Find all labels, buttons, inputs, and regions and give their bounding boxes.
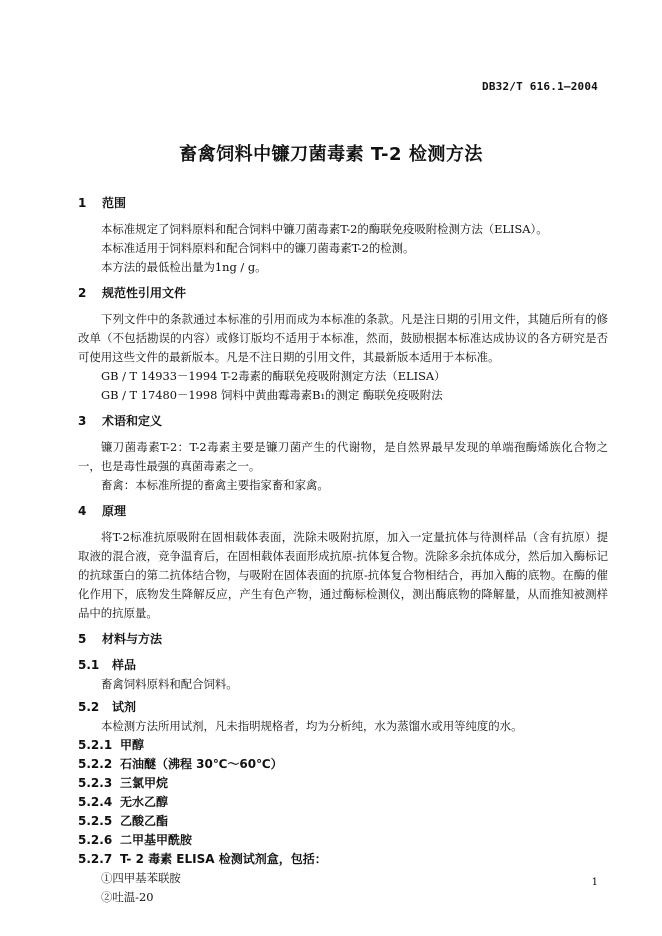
item-number: 5.2.6	[78, 833, 113, 847]
section-title: 原理	[102, 504, 127, 518]
kit-component: ①四甲基苯联胺	[101, 871, 181, 885]
reference-item: GB / T 14933－1994 T-2毒素的酶联免疫吸附测定方法（ELISA）	[101, 369, 446, 383]
paragraph: 将T-2标准抗原吸附在固相载体表面，洗除未吸附抗原，加入一定量抗体与待测样品（含有抗原）提取液的混合液，竞争温育后，在固相载体表面形成抗原-抗体复合物。洗除多余抗体成分，然后加入酶标记的抗球蛋白的第二抗体结合物，与吸附在固体表面的抗原-抗体复合物相结合，再加入酶的底物。在酶的催化作用下，底物发生降解反应，产生有色产物，通过酶标检测仪，测出酶底物的降解量，从而推知被测样品中的抗原量。	[78, 530, 608, 620]
item-text: 乙酸乙酯	[120, 814, 169, 828]
reagent-item	[78, 736, 608, 754]
paragraph: 本标准适用于饲料原料和配合饲料中的镰刀菌毒素T-2的检测。	[101, 241, 415, 255]
section-number: 5.2	[78, 700, 100, 714]
item-text: 甲醇	[120, 738, 145, 752]
subsection-heading-5-1	[78, 656, 608, 674]
section-heading-3	[78, 412, 608, 430]
paragraph: 本方法的最低检出量为1ng / g。	[101, 260, 267, 274]
section-heading-2	[78, 284, 608, 302]
item-number: 5.2.4	[78, 795, 113, 809]
paragraph: 下列文件中的条款通过本标准的引用而成为本标准的条款。凡是注日期的引用文件，其随后所有的修改单（不包括勘误的内容）或修订版均不适用于本标准，然而，鼓励根据本标准达成协议的各方研究是否可使用这些文件的最新版本。凡是不注日期的引用文件，其最新版本适用于本标准。	[78, 312, 608, 364]
paragraph: 畜禽饲料原料和配合饲料。	[101, 677, 238, 691]
section-heading-5	[78, 630, 608, 648]
section-number: 4	[78, 504, 87, 518]
reagent-item	[78, 774, 608, 792]
paragraph: 本标准规定了饲料原料和配合饲料中镰刀菌毒素T-2的酶联免疫吸附检测方法（ELISA）。	[101, 222, 548, 236]
section-number: 1	[78, 196, 87, 210]
kit-component: ②吐温-20	[101, 890, 154, 904]
section-title: 术语和定义	[102, 414, 163, 428]
section-number: 5.1	[78, 658, 100, 672]
item-number: 5.2.7	[78, 852, 113, 866]
reagent-item	[78, 793, 608, 811]
section-number: 3	[78, 414, 87, 428]
item-number: 5.2.5	[78, 814, 113, 828]
item-text: T- 2 毒素 ELISA 检测试剂盒，包括：	[120, 852, 327, 866]
reagent-item	[78, 850, 608, 868]
section-title: 规范性引用文件	[102, 286, 187, 300]
page-title: 畜禽饲料中镰刀菌毒素 T-2 检测方法	[179, 144, 483, 165]
item-number: 5.2.1	[78, 738, 113, 752]
page-number: 1	[591, 877, 598, 888]
paragraph: 本检测方法所用试剂，凡未指明规格者，均为分析纯，水为蒸馏水或用等纯度的水。	[101, 719, 523, 733]
section-number: 5	[78, 632, 87, 646]
item-text: 石油醚（沸程 30℃～60℃）	[120, 757, 283, 771]
reagent-item	[78, 831, 608, 849]
section-title: 样品	[112, 658, 137, 672]
item-text: 二甲基甲酰胺	[120, 833, 193, 847]
item-text: 无水乙醇	[120, 795, 169, 809]
subsection-heading-5-2	[78, 698, 608, 716]
section-heading-4	[78, 502, 608, 520]
section-number: 2	[78, 286, 87, 300]
reagent-item	[78, 812, 608, 830]
item-text: 三氯甲烷	[120, 776, 169, 790]
item-number: 5.2.2	[78, 757, 113, 771]
document-code: DB32/T 616.1—2004	[482, 80, 598, 93]
section-title: 材料与方法	[102, 632, 163, 646]
section-title: 试剂	[112, 700, 137, 714]
item-number: 5.2.3	[78, 776, 113, 790]
reagent-item	[78, 755, 608, 773]
document-body	[78, 194, 608, 907]
paragraph: 镰刀菌毒素T-2：T-2毒素主要是镰刀菌产生的代谢物，是自然界最早发现的单端孢酶烯族化合物之一，也是毒性最强的真菌毒素之一。	[78, 440, 608, 473]
section-title: 范围	[102, 196, 127, 210]
paragraph: 畜禽：本标准所提的畜禽主要指家畜和家禽。	[101, 478, 329, 492]
section-heading-1	[78, 194, 608, 212]
reference-item: GB / T 17480－1998 饲料中黄曲霉毒素B₁的测定 酶联免疫吸附法	[101, 388, 443, 402]
